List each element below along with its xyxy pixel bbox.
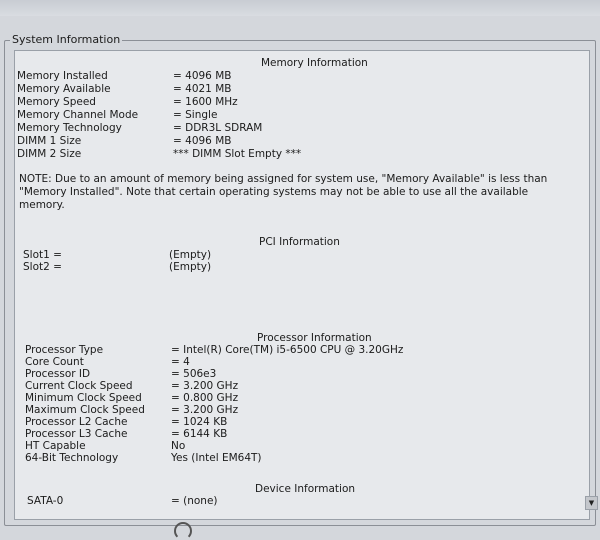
- row-label: Core Count: [25, 356, 84, 368]
- row-label: Slot2 =: [23, 261, 62, 273]
- row-value: = Intel(R) Core(TM) i5-6500 CPU @ 3.20GHz: [171, 344, 404, 356]
- row-value: *** DIMM Slot Empty ***: [173, 148, 302, 160]
- row-label: DIMM 2 Size: [17, 148, 82, 160]
- row-value: = 1024 KB: [171, 416, 228, 428]
- row-value: = DDR3L SDRAM: [173, 122, 263, 134]
- row-value: = Single: [173, 109, 218, 121]
- row-value: = (none): [171, 495, 218, 507]
- row-label: Memory Installed: [17, 70, 108, 82]
- row-value: = 0.800 GHz: [171, 392, 239, 404]
- pci-section-title: PCI Information: [259, 236, 340, 248]
- row-label: 64-Bit Technology: [25, 452, 119, 464]
- row-value: = 6144 KB: [171, 428, 228, 440]
- memory-note: NOTE: Due to an amount of memory being assigned for system use, "Memory Available" is less than "Memory Installed". Note that certain operating systems may not be able to use all the available memory.: [19, 173, 548, 211]
- row-label: Processor ID: [25, 368, 91, 380]
- row-label: Slot1 =: [23, 249, 62, 261]
- row-value: = 4096 MB: [173, 70, 232, 82]
- row-value: = 3.200 GHz: [171, 404, 239, 416]
- memory-section-title: Memory Information: [261, 57, 368, 69]
- row-value: (Empty): [169, 261, 212, 273]
- processor-section-title: Processor Information: [257, 332, 372, 344]
- row-label: Processor L2 Cache: [25, 416, 128, 428]
- row-label: HT Capable: [25, 440, 86, 452]
- row-label: Maximum Clock Speed: [25, 404, 145, 416]
- row-label: Current Clock Speed: [25, 380, 133, 392]
- row-label: Minimum Clock Speed: [25, 392, 142, 404]
- top-bar: [0, 0, 600, 16]
- group-title: System Information: [12, 33, 121, 46]
- row-value: No: [171, 440, 186, 452]
- info-panel[interactable]: [14, 50, 590, 520]
- row-value: = 4096 MB: [173, 135, 232, 147]
- row-value: = 506e3: [171, 368, 217, 380]
- row-value: = 4: [171, 356, 190, 368]
- row-value: = 3.200 GHz: [171, 380, 239, 392]
- row-label: Processor Type: [25, 344, 104, 356]
- scroll-down-button[interactable]: [585, 496, 598, 510]
- row-label: Processor L3 Cache: [25, 428, 128, 440]
- row-label: DIMM 1 Size: [17, 135, 82, 147]
- row-value: (Empty): [169, 249, 212, 261]
- row-label: Memory Technology: [17, 122, 122, 134]
- row-label: Memory Available: [17, 83, 111, 95]
- row-label: Memory Channel Mode: [17, 109, 139, 121]
- row-value: = 4021 MB: [173, 83, 232, 95]
- row-value: Yes (Intel EM64T): [171, 452, 262, 464]
- power-icon: [174, 522, 192, 540]
- row-value: = 1600 MHz: [173, 96, 238, 108]
- row-label: SATA-0: [27, 495, 64, 507]
- row-label: Memory Speed: [17, 96, 96, 108]
- device-section-title: Device Information: [255, 483, 356, 495]
- chevron-down-icon: ▼: [588, 499, 595, 507]
